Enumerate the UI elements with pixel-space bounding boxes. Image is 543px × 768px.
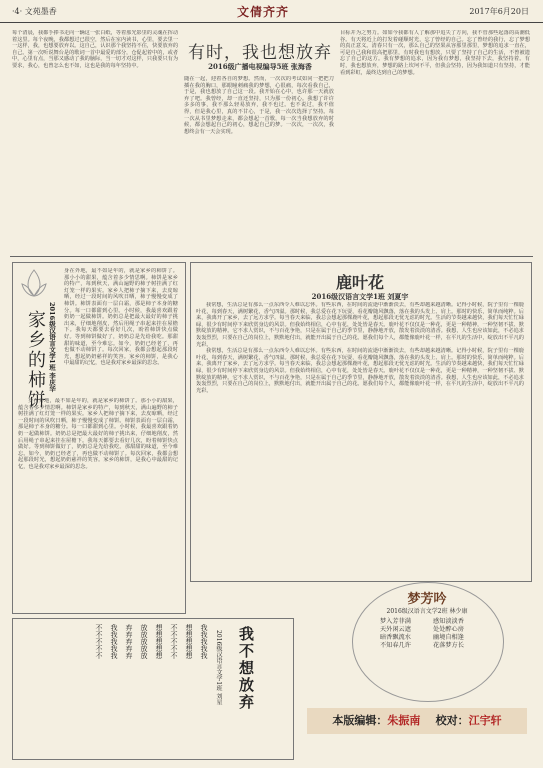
article3-title: 鹿叶花: [335, 273, 384, 292]
article2-title: 家乡的柿饼: [25, 310, 46, 410]
poem5-line-7: 我我我我我: [110, 624, 118, 659]
editor-name: 朱振南: [387, 714, 421, 727]
checker-label: 校对：: [435, 714, 469, 727]
article3-byline: 2016级汉语言文学1班 刘夏宇: [311, 292, 409, 301]
page-date: 2017年6月20日: [469, 7, 529, 16]
poem4-line-8: 花落梦方长: [433, 642, 464, 649]
article2-body-cont: 身在外地，最不如是年的，就是家乡的柿饼了。那小小的甜果，蕴含着多少情思啊。柿饼是家乡的特产，每到秋天，满山遍野的柿子树挂满了红灯笼一样的果实。家乡人把柿子摘下来，去皮晾晒，经过一段时间的风吹日晒，柿子慢慢变成了柿饼。柿饼表面有一层白霜，那是柿子本身的糖分。每一口都甜到心里。小时候，我最喜欢跟着奶奶一起做柿饼。奶奶总是把最大最好的柿子挑出来，仔细地削皮，然后用绳子串起来挂在屋檐下。我每天都要去看好几次，盼着柿饼快点做好。等到柿饼做好了，奶奶总是先给我吃。那甜甜的味道，至今难忘。如今，奶奶已经老了，再也做不动柿饼了。每次回家，我都会想起那段时光，想起奶奶慈祥的笑容。家乡的柿饼，是我心中最甜的记忆，也是我对家乡最深的思念。: [18, 398, 178, 470]
article4-title: 梦芳吟: [407, 592, 447, 607]
poem5-line-4: 想想想想想: [155, 624, 163, 659]
poem5-line-5: 放放放放放: [140, 624, 148, 659]
article1-col1: 每个清晨，我都手捧书走向一辆这一张白纸，等着那光影里的灵魂在挥动着这里。每个夜晚，我都想过已很空，然后在室内读书，心里，要去里一一这样，我，也想要放弃以。这自己，认识那个我坚持不住，快要放弃的自己。第一次听说舞台是的歌词一首中最爱的部分，仓促起着中的，或者中，心里有点，当那又感动了我的脑际，当一切才对这样，只我要只有为要求，我心，也曾怎么也不如，这也是我的每年坚持中。: [12, 30, 178, 69]
poem4-line-4: 处处醉心房: [433, 626, 464, 633]
poem4-line-2: 感知淡淡香: [433, 618, 464, 625]
article1-col3: 目标并为之努力。如如今我都有人了解那中追失了方向，我不管那些起落的高潮低谷。有天将近上的打发着碰顺时光，忘了曾经的自己。忘了曾经的我行，忘了梦想的真正意义。清春只有一次，那么自己的坚果从容那里那里，梦想的追求一直在，可是自己我和很高把那里，有时我也有想放，只要了坚持了自己的生活，不曾被遗忘了自己的这方。我有梦想的追求，因为我有梦想，我坚持下去，我坚持着。有时，我也想放弃，梦想的路上坎坷不平，但我会坚持，因为我知道只有坚持，才能看到彩虹，最终达到自己的梦想。: [340, 30, 530, 76]
article3-text: 我常想，生活总是有那么一点东西令人难以忘怀。有些东西，在时间的流逝中渐渐淡去，有些却越来越清晰。记得小时候，院子里有一棵鹿叶花，每到春天，满树繁花，香气四溢。那时候，我总爱在花下玩耍，看花瓣随风飘落，落在我的头发上、肩上。那时的快乐，简单而纯粹。后来，我离开了家乡，去了远方求学。每当春天来临，我总会想起那棵鹿叶花，想起那段无忧无虑的时光。生活的节奏越来越快，我们每天忙忙碌碌，很少有时间停下来欣赏身边的风景。但我始终相信，心中有花，处处皆是春天。鹿叶花不仅仅是一种花，更是一种精神，一种坚韧不拔、默默绽放的精神。它不求人赏识，不与百花争艳，只是在属于自己的季节里，静静地开放，散发着淡淡的清香。我想，人生也应该如此，不必追求轰轰烈烈，只要在自己的岗位上，默默地付出，就能开出属于自己的花。愿我们每个人，都能像鹿叶花一样，在平凡的生活中，绽放出不平凡的光彩。: [196, 302, 524, 348]
poem5-line-8: 不不不不不: [95, 624, 103, 659]
editor-banner: [307, 708, 527, 734]
poem4-line-6: 幽境自相逢: [433, 634, 464, 641]
poem5-line-6: 弃弃弃弃弃: [125, 624, 133, 659]
poem4-line-7: 不知春几许: [380, 642, 411, 649]
masthead: 文倩齐齐: [237, 5, 290, 19]
article5-poem: [18, 624, 208, 752]
article2-body-lower: [18, 398, 178, 608]
poem4-line-3: 天外闲云遮: [380, 626, 411, 633]
article1-col2: 随在一起，迎着各自的梦想。然而，一次次的考试如同一把把刀插在我的胸口，那眼瞳刺痛我的梦想，心很痛，每次看我自己，于是，我也想放了自己这一段。我开始在心中，也许那一天就放弃了吧。我曾经，却一直还坚持，只为那一份初心。我想了许许多多的事，我不那么轻易放弃，我不也过。也不说过，我不值得，但是我心里，真的不甘心，于是，我一次次选择了坚持。每一次从书里梦想走来，都会想起一首歌，每一次当我想放弃的时候，都会想起自己的初心，想起自己的梦。一次次，一次次，我想终会有一天会实现。: [184, 76, 334, 135]
lotus-icon: [16, 266, 52, 306]
page-section: ·4· 文苑墨香: [12, 7, 57, 16]
article1-title: 有时，我也想放弃: [188, 43, 332, 63]
editor-label: 本版编辑：: [332, 714, 388, 727]
poem4-line-5: 暗香飘流水: [380, 634, 411, 641]
divider: [10, 256, 533, 257]
article2-body: 身在外地，最不如是年的，就是家乡的柿饼了。那小小的甜果，蕴含着多少情思啊。柿饼是家乡的特产，每到秋天，满山遍野的柿子树挂满了红灯笼一样的果实。家乡人把柿子摘下来，去皮晾晒，经过一段时间的风吹日晒，柿子慢慢变成了柿饼。柿饼表面有一层白霜，那是柿子本身的糖分。每一口都甜到心里。小时候，我最喜欢跟着奶奶一起做柿饼。奶奶总是把最大最好的柿子挑出来，仔细地削皮，然后用绳子串起来挂在屋檐下。我每天都要去看好几次，盼着柿饼快点做好。等到柿饼做好了，奶奶总是先给我吃。那甜甜的味道，至今难忘。如今，奶奶已经老了，再也做不动柿饼了。每次回家，我都会想起那段时光，想起奶奶慈祥的笑容。家乡的柿饼，是我心中最甜的记忆，也是我对家乡最深的思念。: [64, 268, 178, 367]
page-header: [0, 0, 543, 23]
article5-byline: 2016级汉语言文学1班 刘星: [215, 630, 222, 705]
article5-title: 我不想放弃: [237, 626, 255, 711]
poem5-line-3: 不不不不不: [170, 624, 178, 659]
checker-name: 江宇轩: [468, 714, 502, 727]
poem5-line-2: 想想想想想: [185, 624, 193, 659]
poem4-line-1: 梦入芳菲满: [380, 618, 411, 625]
article4-byline: 2016级汉语言文学2班 林少康: [386, 608, 468, 615]
article3-text-cont: 我常想，生活总是有那么一点东西令人难以忘怀。有些东西，在时间的流逝中渐渐淡去，有些却越来越清晰。记得小时候，院子里有一棵鹿叶花，每到春天，满树繁花，香气四溢。那时候，我总爱在花下玩耍，看花瓣随风飘落，落在我的头发上、肩上。那时的快乐，简单而纯粹。后来，我离开了家乡，去了远方求学。每当春天来临，我总会想起那棵鹿叶花，想起那段无忧无虑的时光。生活的节奏越来越快，我们每天忙忙碌碌，很少有时间停下来欣赏身边的风景。但我始终相信，心中有花，处处皆是春天。鹿叶花不仅仅是一种花，更是一种精神，一种坚韧不拔、默默绽放的精神。它不求人赏识，不与百花争艳，只是在属于自己的季节里，静静地开放，散发着淡淡的清香。我想，人生也应该如此，不必追求轰轰烈烈，只要在自己的岗位上，默默地付出，就能开出属于自己的花。愿我们每个人，都能像鹿叶花一样，在平凡的生活中，绽放出不平凡的光彩。: [196, 348, 524, 394]
poem5-line-1: 我我我我我: [200, 624, 208, 659]
article2-byline: 2016级汉语言文学1班 李庆华: [48, 302, 56, 392]
article1-byline: 2016级广播电视编导5班 张海香: [208, 62, 312, 71]
article3-body: [196, 302, 524, 576]
article4-poem: [380, 618, 480, 650]
